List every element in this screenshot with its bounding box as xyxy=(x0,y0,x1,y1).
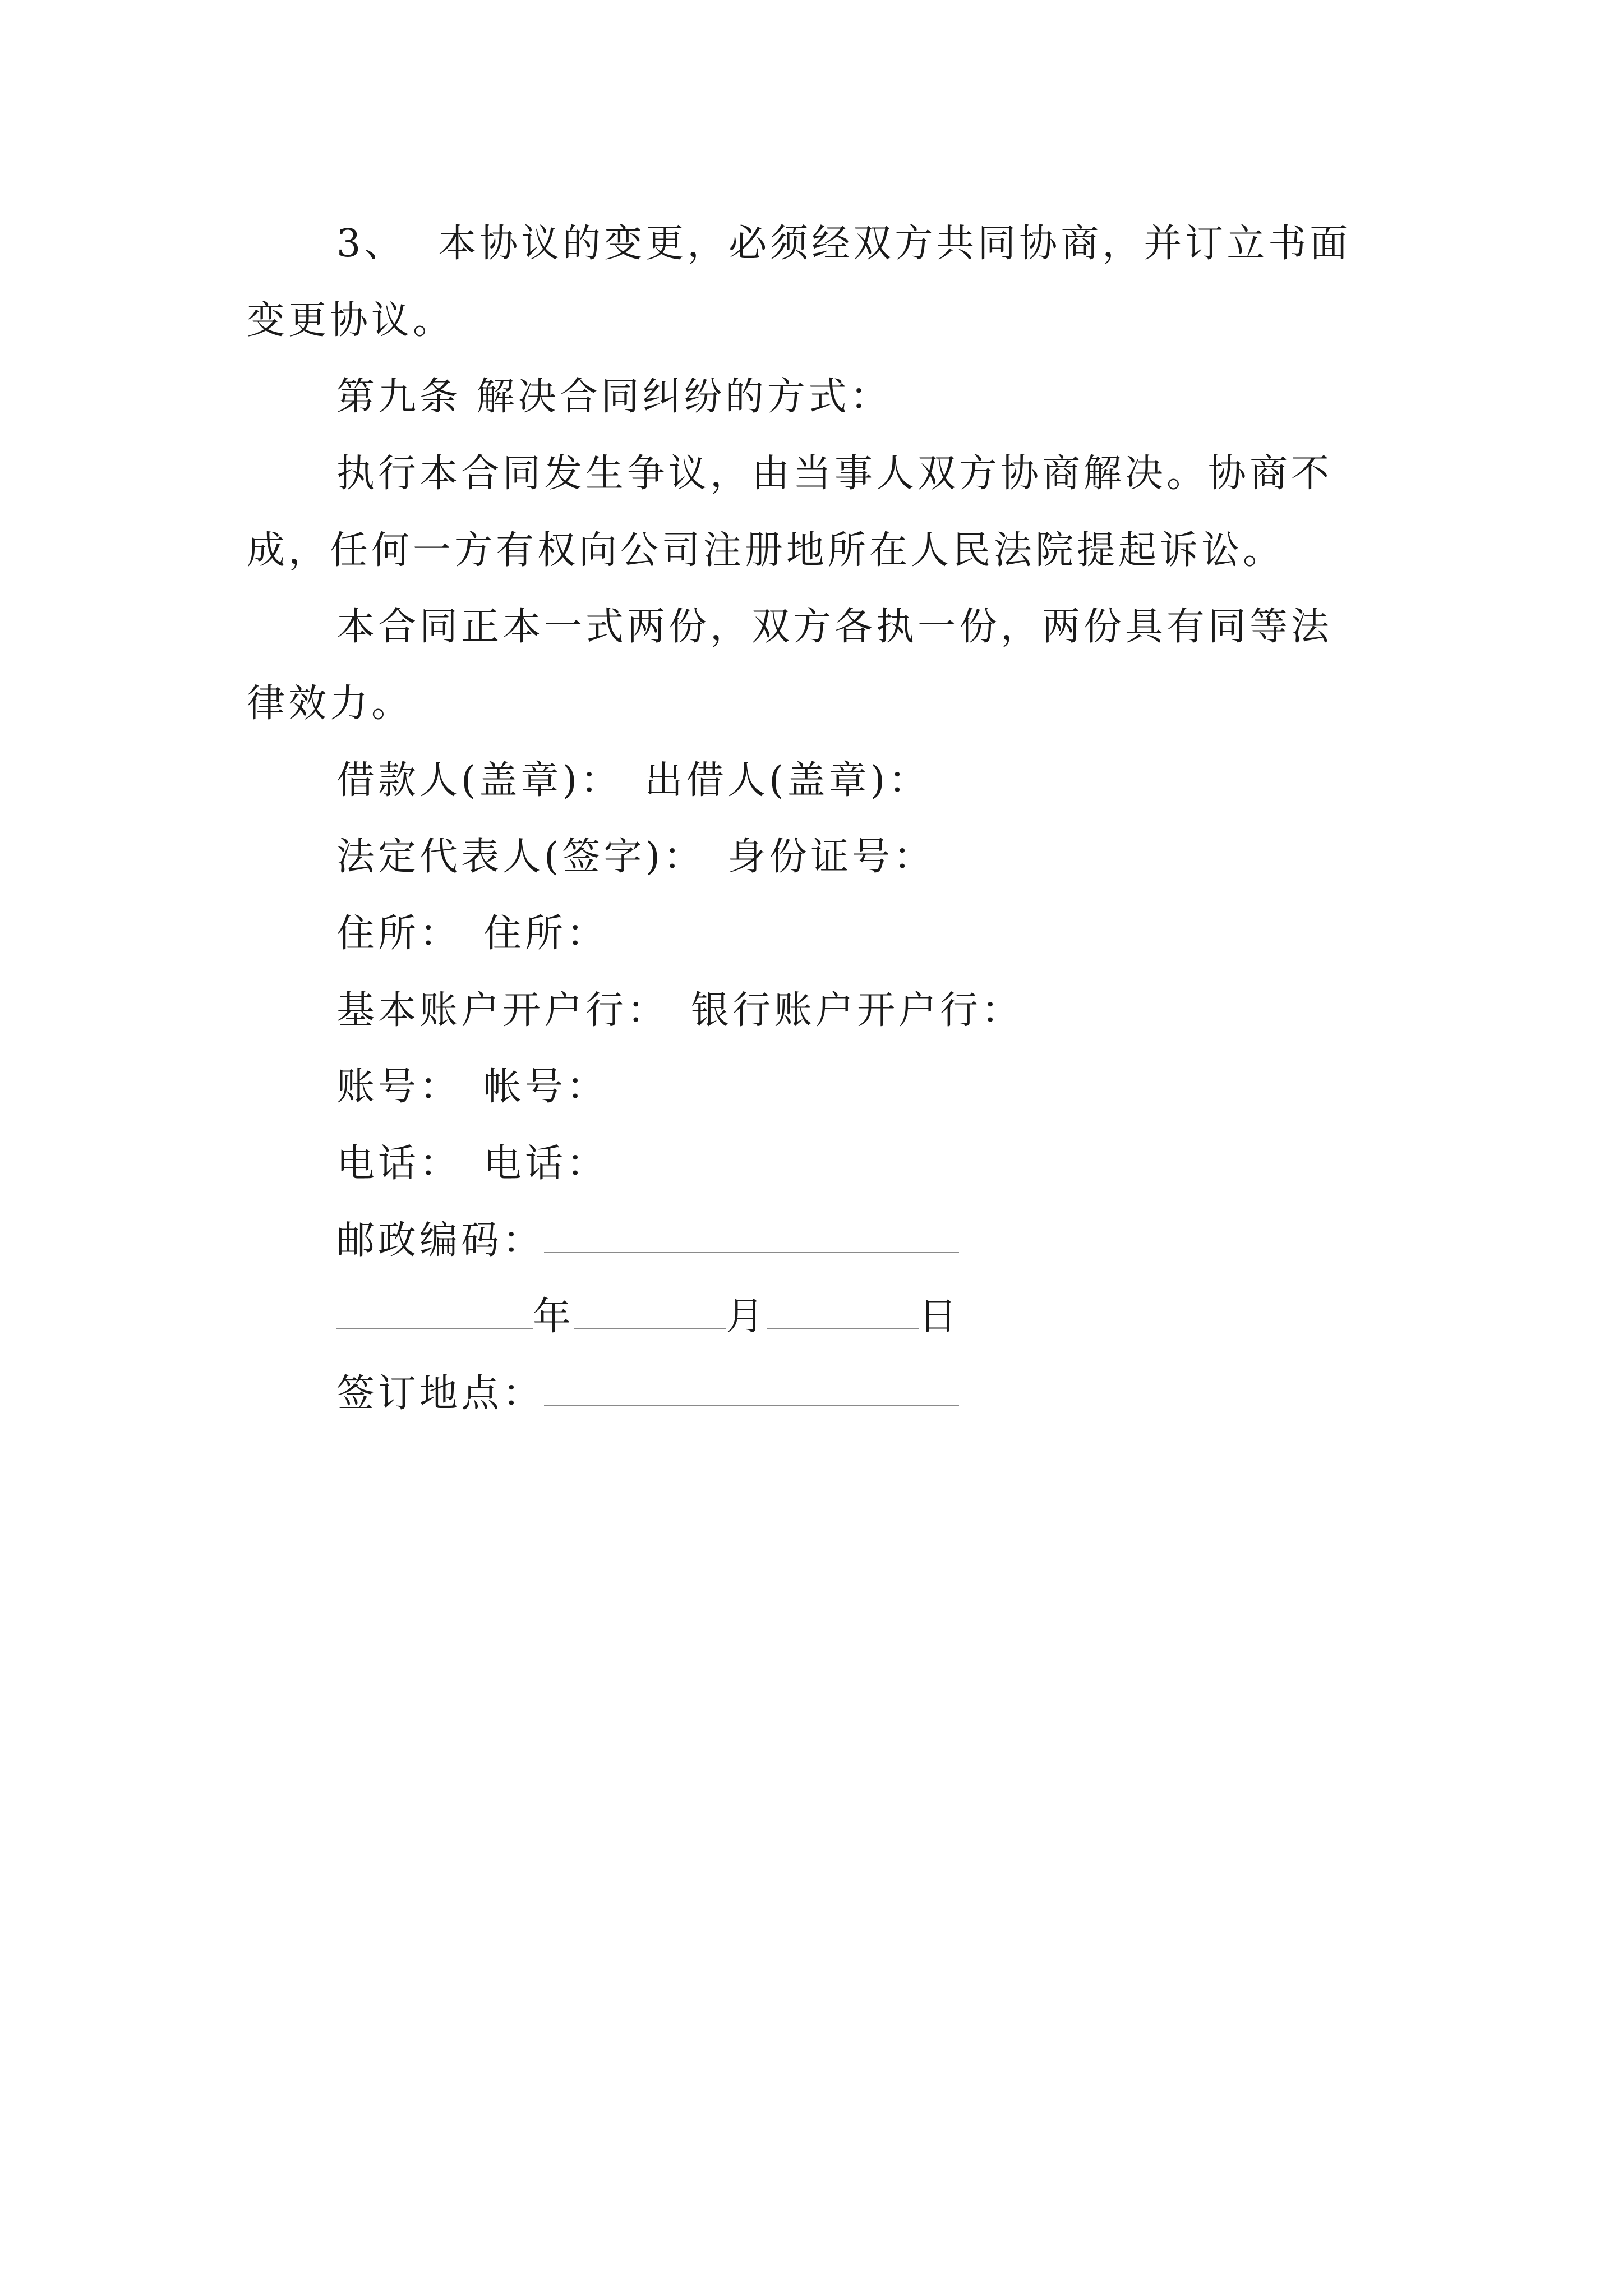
phone-row xyxy=(336,1142,608,1186)
phone-label-a: 电话： xyxy=(336,1142,462,1186)
basic-bank-label: 基本账户开户行： xyxy=(336,988,669,1033)
legal-rep-label: 法定代表人(签字)： xyxy=(336,835,706,879)
lender-seal-label: 出借人(盖章)： xyxy=(644,758,930,803)
day-label: 日 xyxy=(919,1295,961,1339)
sign-place-row xyxy=(336,1372,959,1416)
date-row xyxy=(336,1295,960,1340)
sign-place-blank[interactable] xyxy=(544,1373,959,1406)
bank-row xyxy=(336,988,1023,1033)
year-blank[interactable] xyxy=(336,1296,533,1329)
year-label: 年 xyxy=(533,1295,575,1339)
clause-3-line-1 xyxy=(336,222,1351,266)
dispute-line-2: 成，任何一方有权向公司注册地所在人民法院提起诉讼。 xyxy=(247,528,1285,573)
sign-place-label: 签订地点： xyxy=(336,1372,545,1416)
clause-3-number: 3、 xyxy=(336,222,406,266)
account-row xyxy=(336,1065,608,1110)
day-blank[interactable] xyxy=(767,1296,919,1329)
postal-code-label: 邮政编码： xyxy=(336,1218,545,1263)
month-label: 月 xyxy=(726,1295,768,1339)
postal-code-blank[interactable] xyxy=(544,1220,959,1253)
address-label-b: 住所： xyxy=(483,912,608,956)
seal-row xyxy=(336,758,930,803)
article-9-heading: 第九条 解决合同纠纷的方式： xyxy=(336,375,892,419)
borrower-seal-label: 借款人(盖章)： xyxy=(336,758,623,803)
id-number-label: 身份证号： xyxy=(727,835,935,879)
clause-3-line-2: 变更协议。 xyxy=(247,298,455,343)
postal-row xyxy=(336,1218,959,1263)
clause-3-text-1: 本协议的变更，必须经双方共同协商，并订立书面 xyxy=(438,222,1352,266)
representative-row xyxy=(336,835,935,880)
bank-account-label: 银行账户开户行： xyxy=(691,988,1023,1033)
account-label-b: 帐号： xyxy=(483,1065,608,1109)
dispute-line-1: 执行本合同发生争议，由当事人双方协商解决。协商不 xyxy=(336,452,1333,496)
month-blank[interactable] xyxy=(574,1296,726,1329)
address-label-a: 住所： xyxy=(336,912,462,956)
account-label-a: 账号： xyxy=(336,1065,462,1109)
copies-line-1: 本合同正本一式两份，双方各执一份，两份具有同等法 xyxy=(336,605,1333,649)
phone-label-b: 电话： xyxy=(483,1142,608,1186)
address-row xyxy=(336,912,608,956)
copies-line-2: 律效力。 xyxy=(247,682,413,726)
